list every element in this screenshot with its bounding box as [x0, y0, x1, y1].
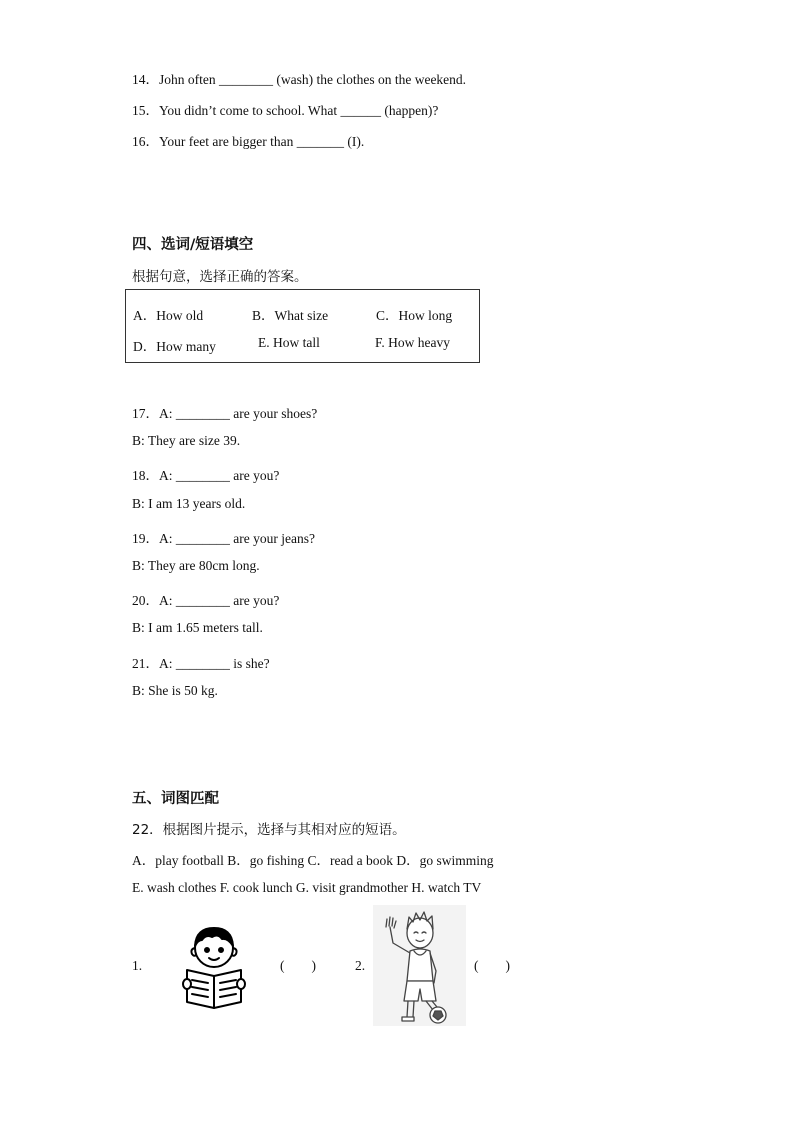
dialog-17-b: B: They are size 39. [132, 433, 241, 448]
option-e: E. How tall [258, 335, 320, 350]
dialog-18-b: B: I am 13 years old. [132, 496, 246, 511]
match-options-line-1: A．play football B．go fishing C．read a book D．go swimming [132, 853, 494, 868]
section-5-heading: 五、词图匹配 [132, 791, 219, 807]
dialog-21-b: B: She is 50 kg. [132, 683, 218, 698]
question-22: 22．根据图片提示，选择与其相对应的短语。 [132, 822, 406, 838]
match-options-line-2: E. wash clothes F. cook lunch G. visit grandmother H. watch TV [132, 880, 482, 895]
boy-reading-book-icon [178, 922, 250, 1010]
option-c: C．How long [376, 308, 453, 323]
section-4-heading: 四、选词/短语填空 [132, 237, 254, 253]
picture-1-answer-blank[interactable]: ( ) [280, 958, 316, 973]
picture-2-answer-blank[interactable]: ( ) [474, 958, 510, 973]
dialog-17-a: 17．A: ________ are your shoes? [132, 406, 318, 421]
option-b: B．What size [252, 308, 329, 323]
dialog-19-b: B: They are 80cm long. [132, 558, 260, 573]
options-box [125, 289, 480, 363]
section-4-instruction: 根据句意，选择正确的答案。 [132, 269, 308, 285]
dialog-21-a: 21．A: ________ is she? [132, 656, 270, 671]
picture-1-number: 1. [132, 958, 143, 973]
option-a: A．How old [133, 308, 204, 323]
boy-with-football-icon [373, 905, 466, 1026]
dialog-18-a: 18．A: ________ are you? [132, 468, 280, 483]
option-f: F. How heavy [375, 335, 451, 350]
dialog-19-a: 19．A: ________ are your jeans? [132, 531, 315, 546]
question-15: 15．You didn’t come to school. What ______ (happen)? [132, 103, 439, 118]
picture-2-number: 2. [355, 958, 366, 973]
dialog-20-b: B: I am 1.65 meters tall. [132, 620, 263, 635]
option-d: D．How many [133, 339, 216, 354]
question-14: 14．John often ________ (wash) the clothes on the weekend. [132, 72, 467, 87]
dialog-20-a: 20．A: ________ are you? [132, 593, 280, 608]
question-16: 16．Your feet are bigger than _______ (I). [132, 134, 365, 149]
